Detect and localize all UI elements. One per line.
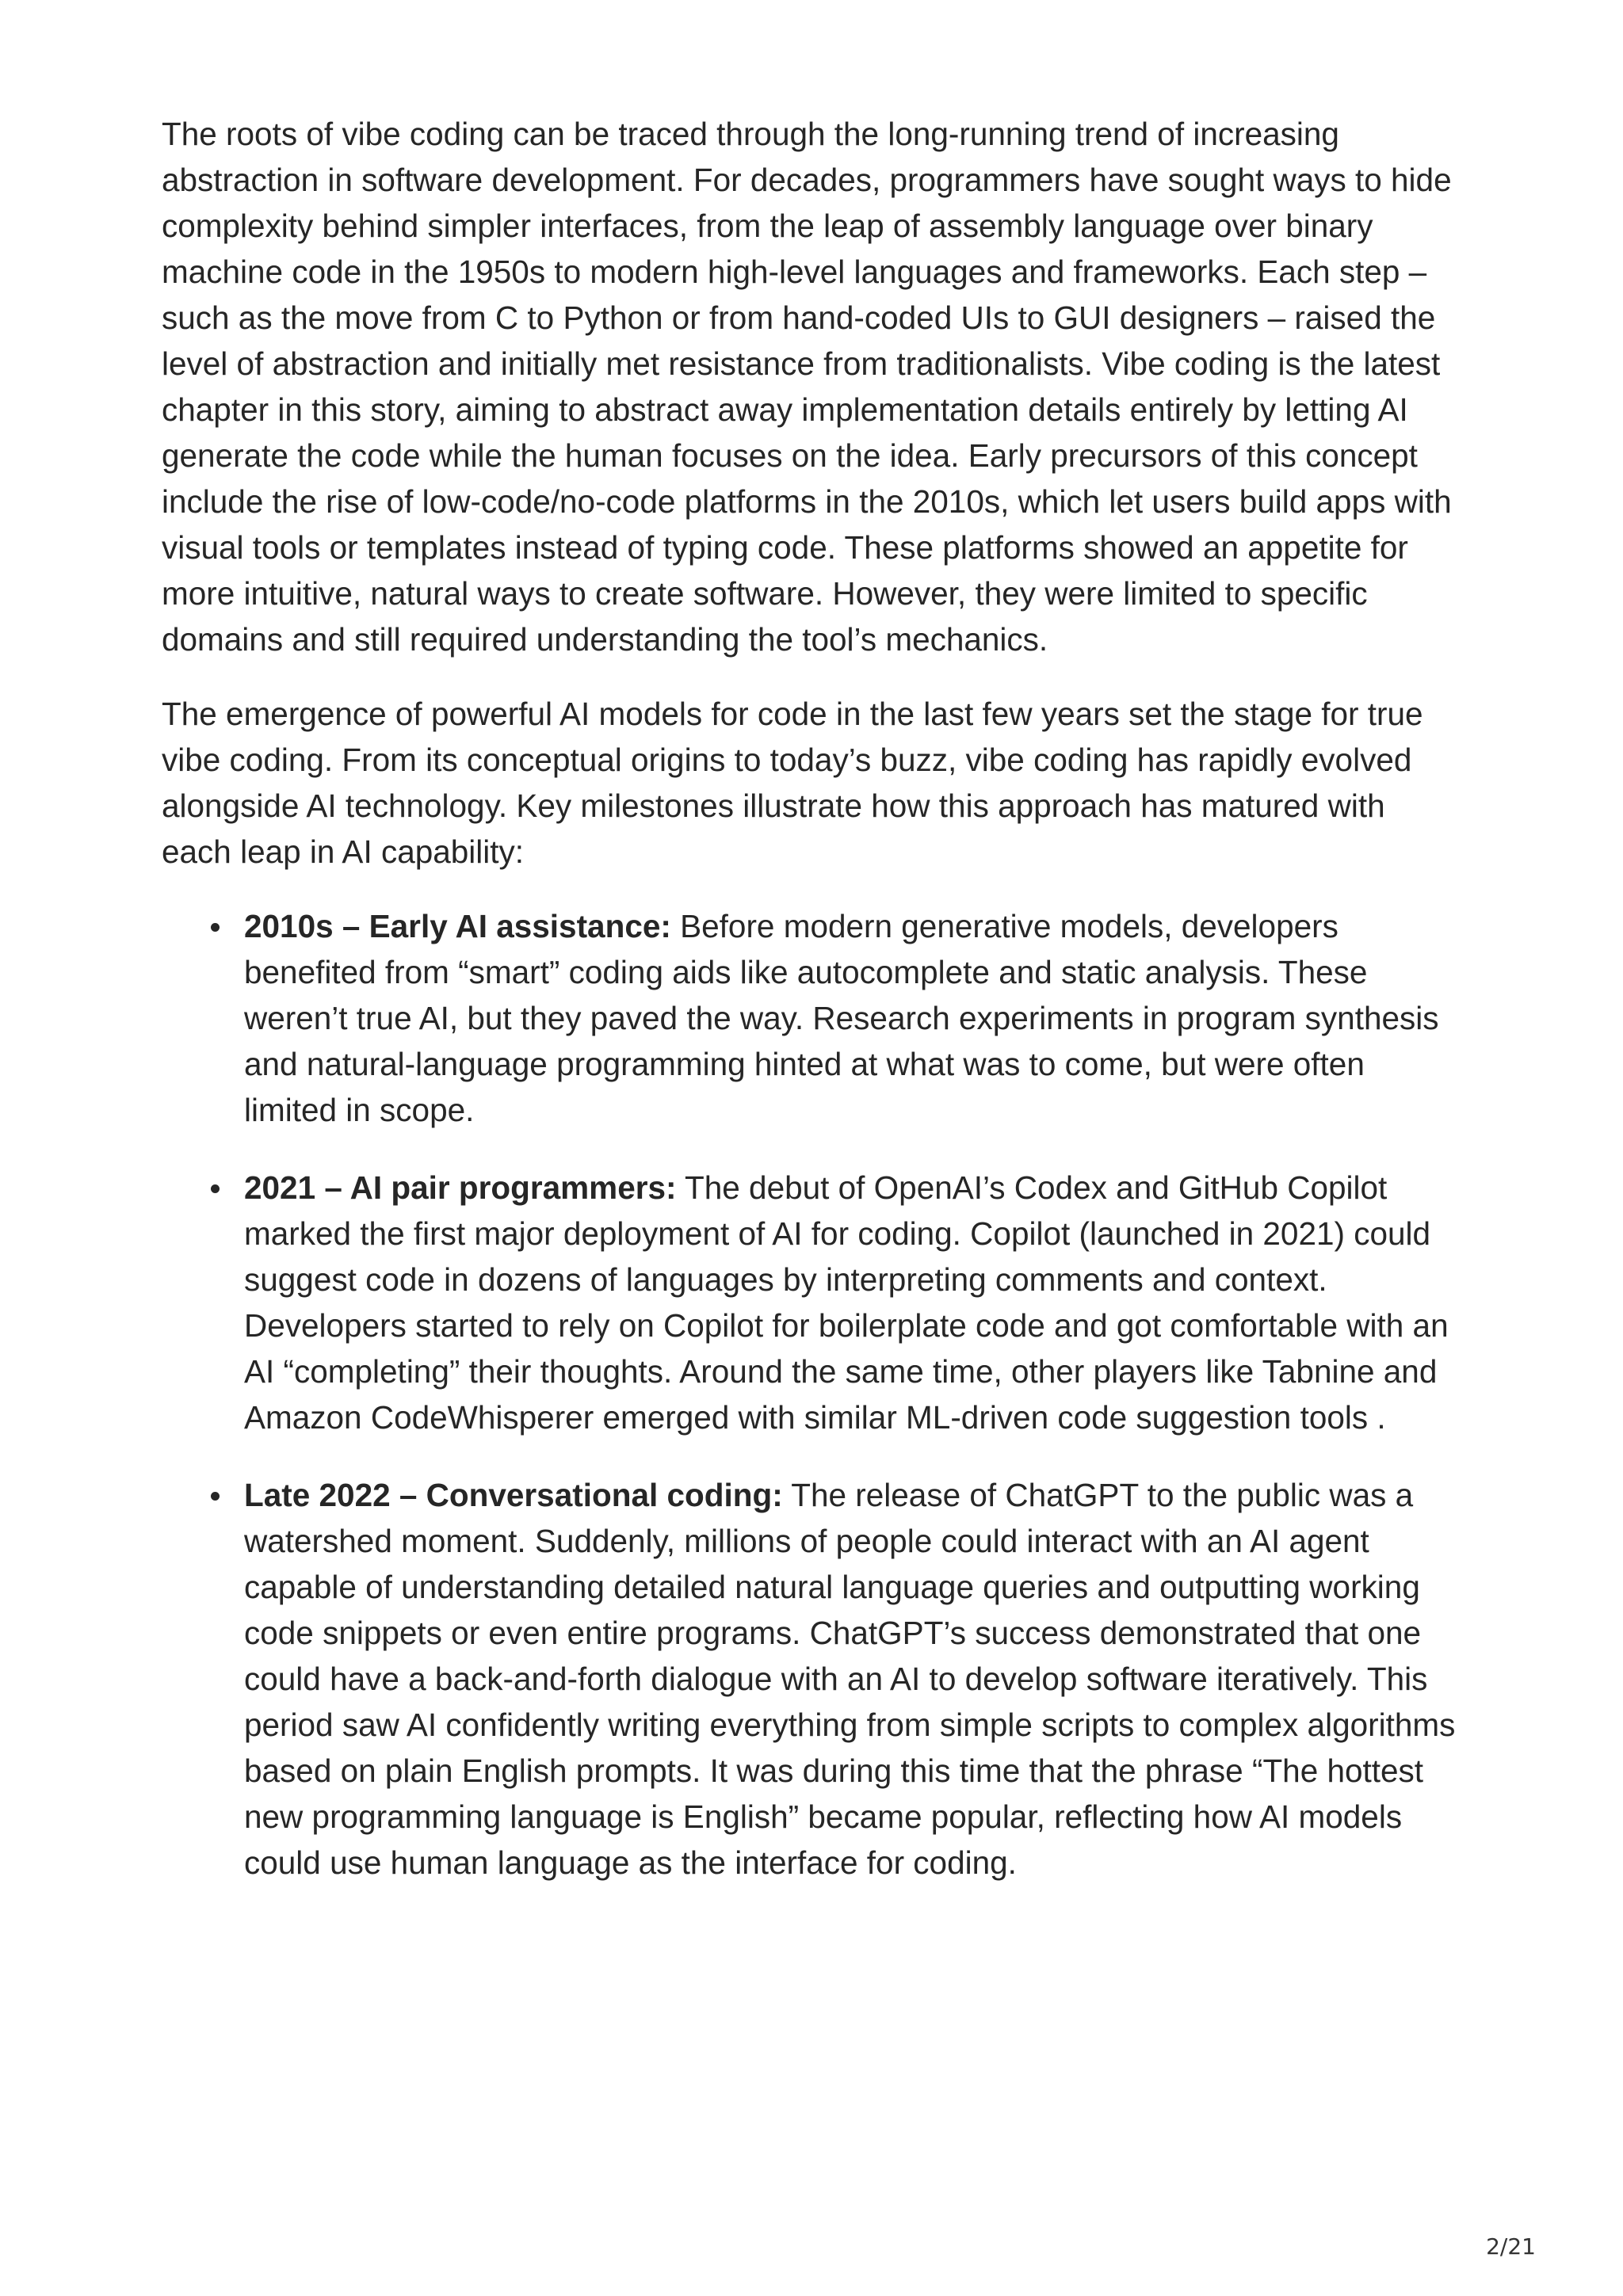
page-number: 2/21 <box>1486 2233 1536 2260</box>
bullet-icon <box>211 1184 220 1193</box>
milestone-text: The release of ChatGPT to the public was a watershed moment. Suddenly, millions of people could interact with an AI agent capable of understanding detailed natural language queries and outputting working code snippets or even entire programs. ChatGPT’s success demonstrated that one could have a back-and-forth dialogue with an AI to develop software iteratively. This period saw AI confidently writing everything from simple scripts to complex algorithms based on plain English prompts. It was during this time that the phrase “The hottest new programming language is English” became popular, reflecting how AI models could use human language as the interface for coding. <box>244 1477 1456 1881</box>
milestone-heading: 2010s – Early AI assistance: <box>244 908 671 944</box>
bullet-icon <box>211 923 220 932</box>
bullet-icon <box>211 1492 220 1501</box>
document-page <box>162 111 1461 1917</box>
milestone-heading: 2021 – AI pair programmers: <box>244 1169 677 1206</box>
milestone-text: The debut of OpenAI’s Codex and GitHub Copilot marked the first major deployment of AI for coding. Copilot (launched in 2021) could suggest code in dozens of languages by interpreting comments and context. Developers started to rely on Copilot for boilerplate code and got comfortable with an AI “completing” their thoughts. Around the same time, other players like Tabnine and Amazon CodeWhisperer emerged with similar ML-driven code suggestion tools . <box>244 1169 1449 1436</box>
paragraph-abstraction-history: The roots of vibe coding can be traced through the long-running trend of increasing abstraction in software development. For decades, programmers have sought ways to hide complexity behind simpler interfaces, from the leap of assembly language over binary machine code in the 1950s to modern high-level languages and frameworks. Each step – such as the move from C to Python or from hand-coded UIs to GUI designers – raised the level of abstraction and initially met resistance from traditionalists. Vibe coding is the latest chapter in this story, aiming to abstract away implementation details entirely by letting AI generate the code while the human focuses on the idea. Early precursors of this concept include the rise of low-code/no-code platforms in the 2010s, which let users build apps with visual tools or templates instead of typing code. These platforms showed an appetite for more intuitive, natural ways to create software. However, they were limited to specific domains and still required understanding the tool’s mechanics. <box>162 116 1452 658</box>
milestone-text: Before modern generative models, developers benefited from “smart” coding aids like autocomplete and static analysis. These weren’t true AI, but they paved the way. Research experiments in program synthesis and natural-language programming hinted at what was to come, but were often limited in scope. <box>244 908 1439 1128</box>
list-item <box>162 1472 1461 1886</box>
list-item <box>162 1165 1461 1440</box>
milestones-list <box>162 903 1461 1886</box>
list-item <box>162 903 1461 1133</box>
milestone-heading: Late 2022 – Conversational coding: <box>244 1477 783 1513</box>
paragraph-milestones-intro: The emergence of powerful AI models for code in the last few years set the stage for true vibe coding. From its conceptual origins to today’s buzz, vibe coding has rapidly evolved alongside AI technology. Key milestones illustrate how this approach has matured with each leap in AI capability: <box>162 696 1423 870</box>
